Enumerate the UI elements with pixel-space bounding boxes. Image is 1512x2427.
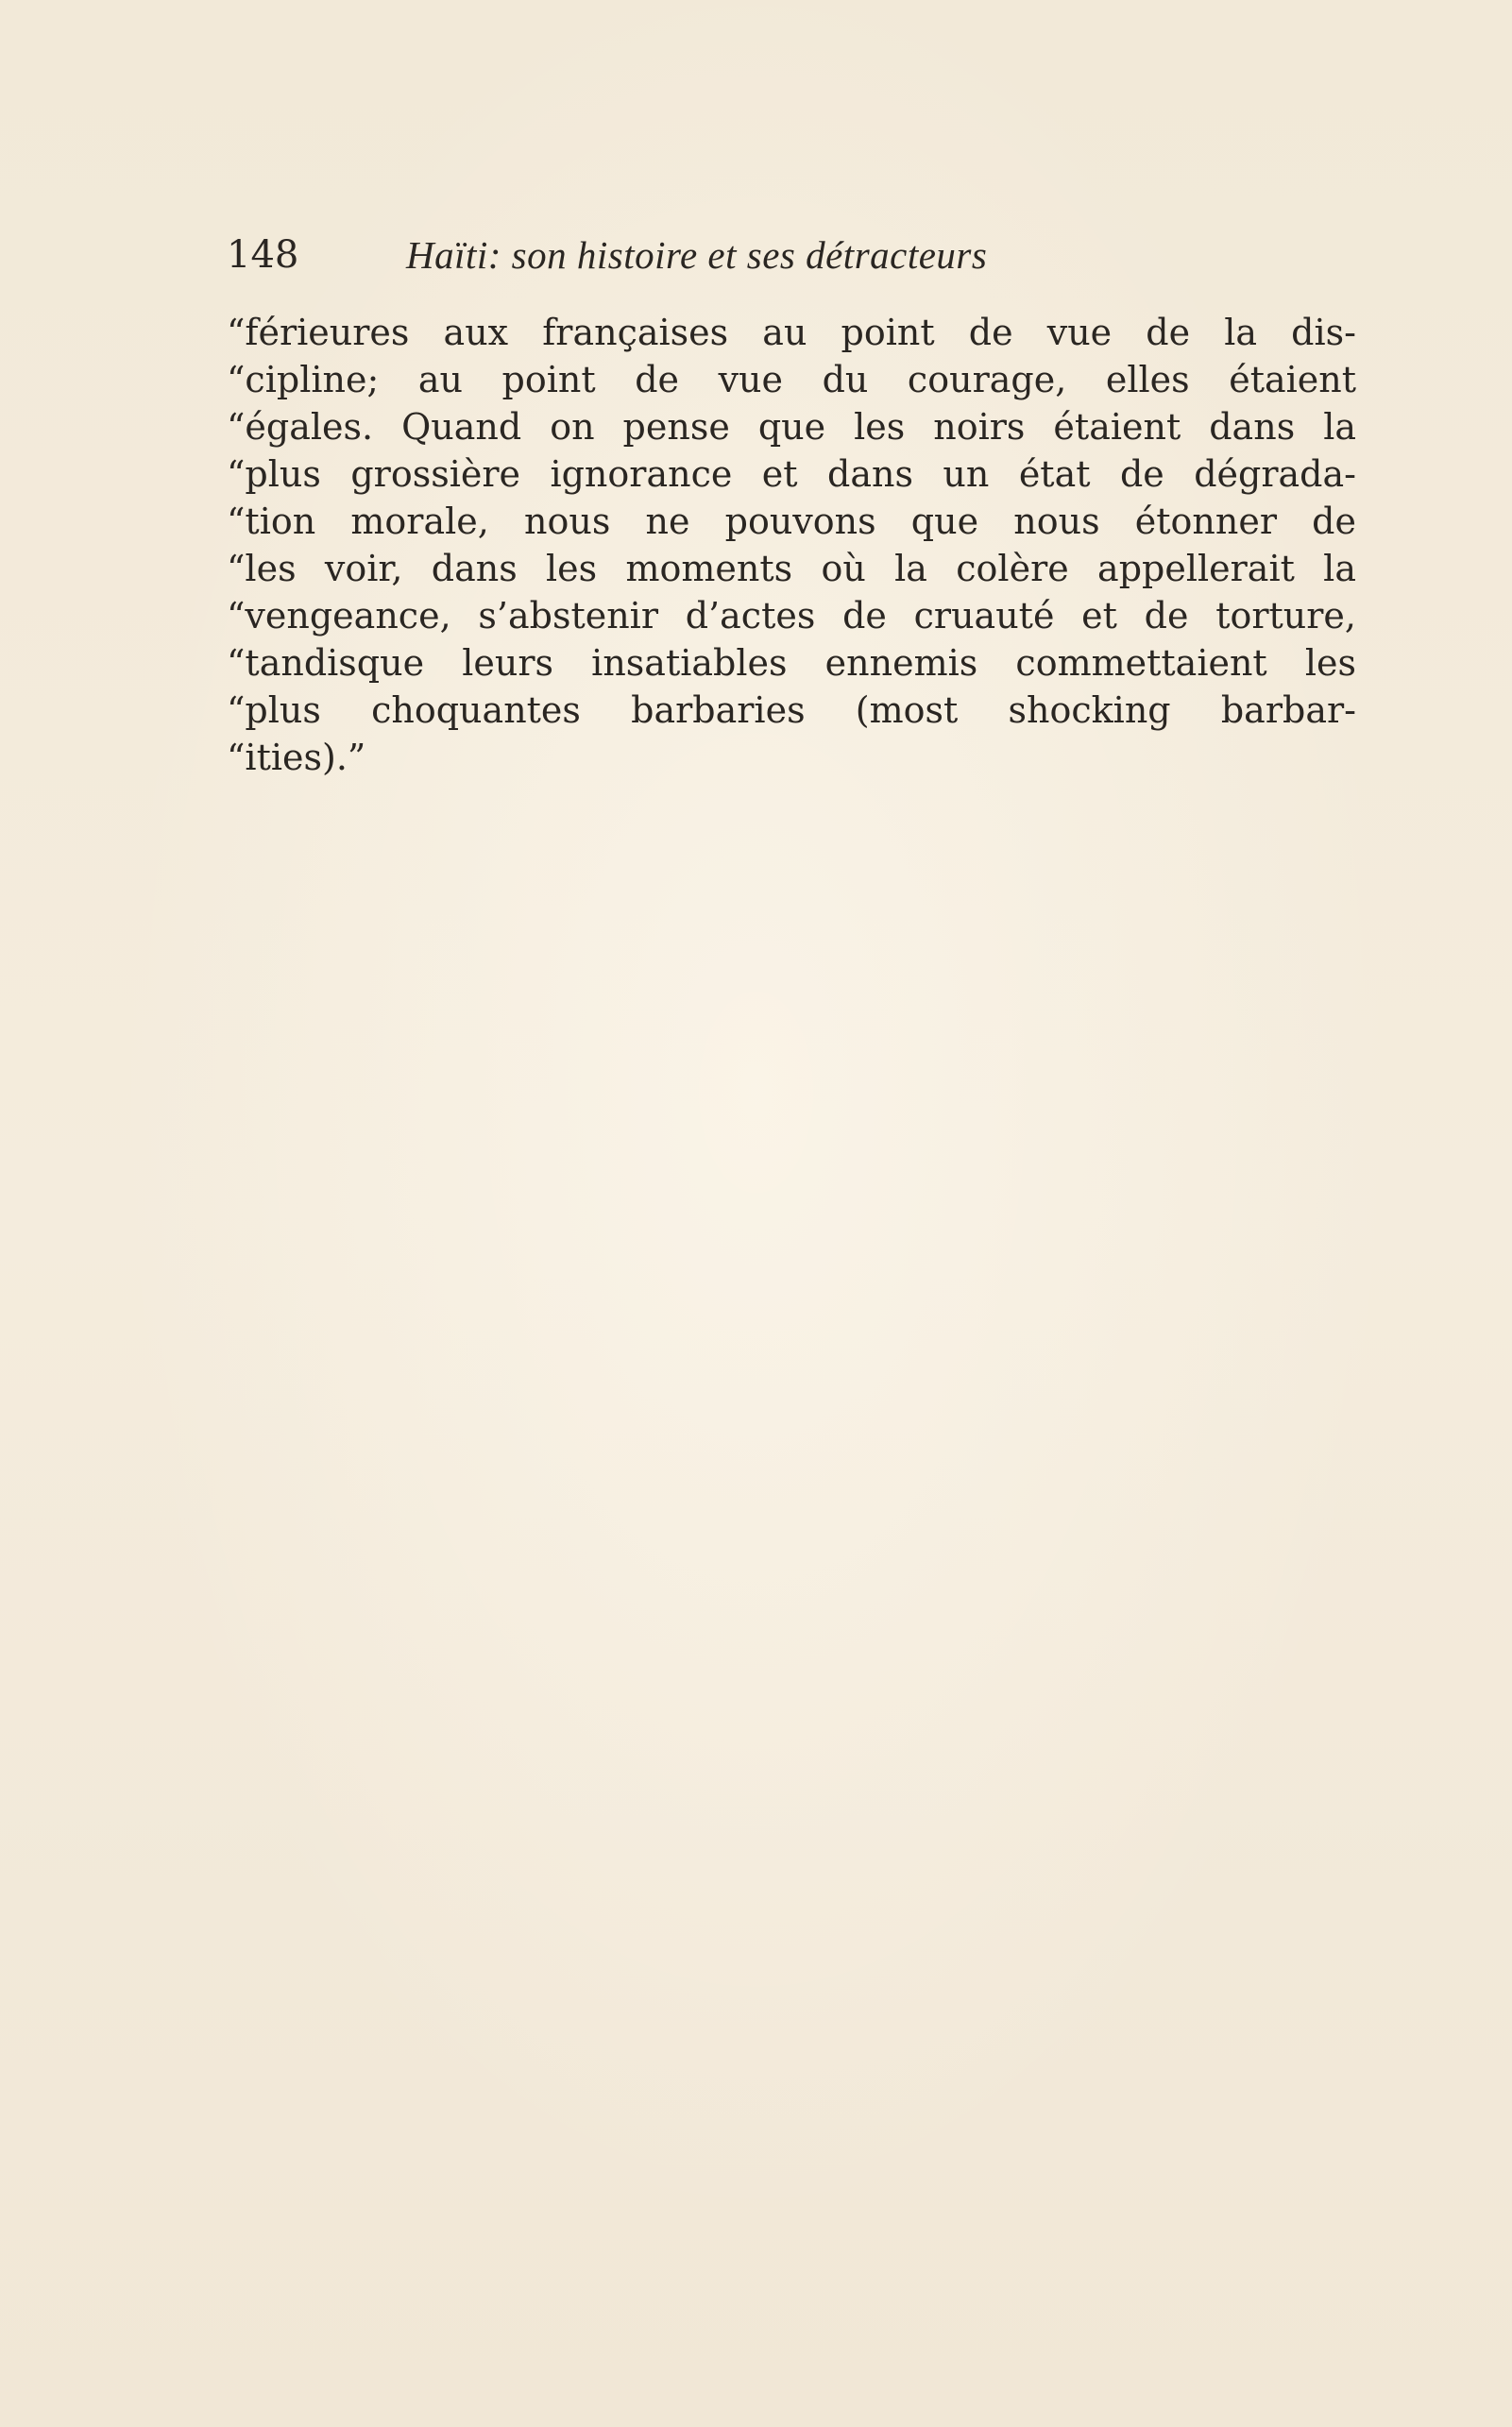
text-line: “cipline; au point de vue du courage, elles étaient xyxy=(227,359,1356,400)
text-line: “plus choquantes barbaries (most shocking barbar- xyxy=(227,689,1356,731)
text-line: “ities).” xyxy=(227,737,366,778)
running-title: Haïti: son histoire et ses détracteurs xyxy=(406,233,988,277)
text-line: “tion morale, nous ne pouvons que nous étonner de xyxy=(227,501,1356,542)
text-line: “tandisque leurs insatiables ennemis commettaient les xyxy=(227,642,1356,684)
text-line: “férieures aux françaises au point de vue de la dis- xyxy=(227,312,1356,353)
page-number: 148 xyxy=(227,233,299,277)
page-header xyxy=(227,227,1171,283)
text-line: “égales. Quand on pense que les noirs étaient dans la xyxy=(227,406,1356,448)
text-line: “les voir, dans les moments où la colère appellerait la xyxy=(227,548,1356,589)
text-line: “plus grossière ignorance et dans un état de dégrada- xyxy=(227,453,1356,495)
body-text xyxy=(227,309,1356,781)
text-line: “vengeance, s’abstenir d’actes de cruauté et de torture, xyxy=(227,595,1356,636)
